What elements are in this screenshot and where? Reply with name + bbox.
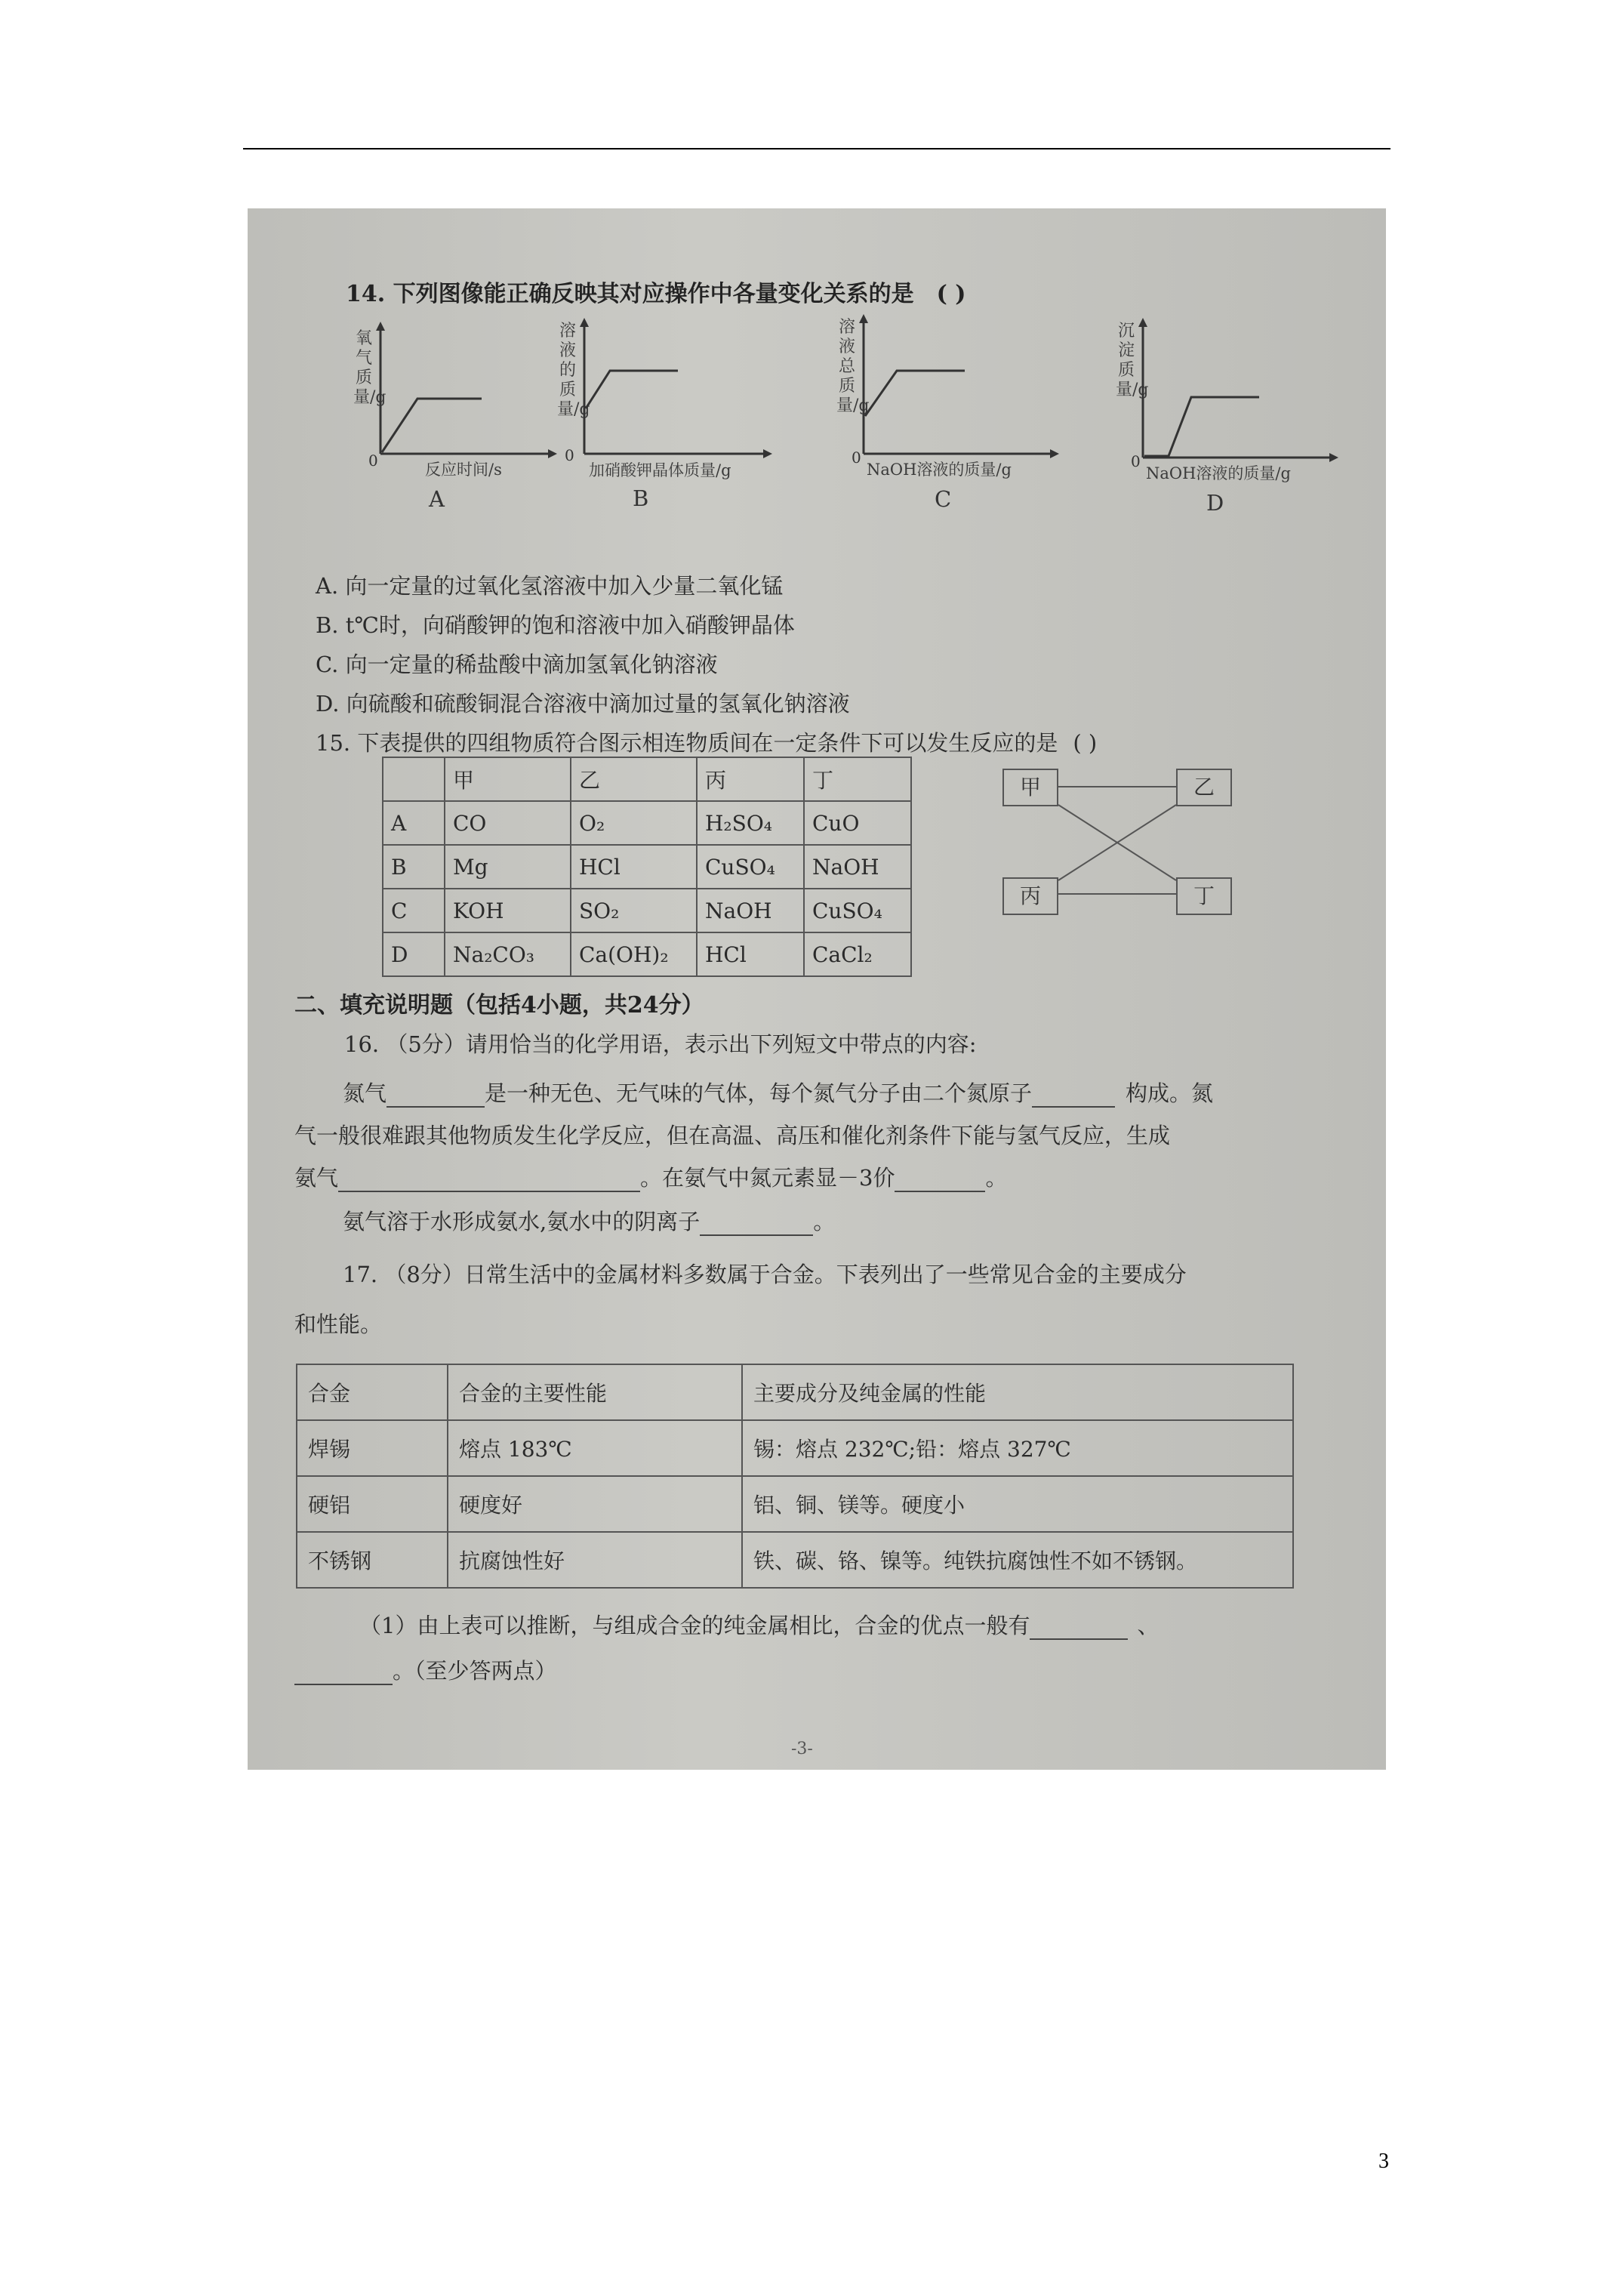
graph-origin: 0 — [1131, 452, 1141, 470]
q15-relation-diagram — [1002, 767, 1229, 918]
table-header-cell: 丁 — [804, 757, 911, 801]
header-rule — [243, 148, 1390, 149]
graph-ylabel: 溶液总质量/g — [836, 318, 870, 415]
answer-blank[interactable] — [294, 1661, 393, 1685]
answer-blank[interactable] — [338, 1168, 640, 1192]
table-cell: NaOH — [804, 845, 911, 889]
table-cell: CuSO₄ — [804, 889, 911, 932]
table-cell: Na₂CO₃ — [445, 932, 571, 976]
graph-letter: A — [429, 486, 445, 512]
table-row — [383, 932, 911, 976]
table-cell: 锡：熔点 232℃;铅：熔点 327℃ — [742, 1420, 1293, 1476]
table-header-cell: 合金的主要性能 — [448, 1364, 742, 1420]
table-header-cell: 主要成分及纯金属的性能 — [742, 1364, 1293, 1420]
table-cell: NaOH — [697, 889, 804, 932]
table-cell: 焊锡 — [297, 1420, 448, 1476]
graph-ylabel: 沉淀质量/g — [1116, 322, 1149, 399]
q17-sub1-line-1: （1）由上表可以推断，与组成合金的纯金属相比，合金的优点一般有 、 — [359, 1613, 1160, 1638]
diagram-box-bing: 丙 — [1002, 877, 1058, 915]
table-cell: Ca(OH)₂ — [571, 932, 697, 976]
q16-line-4: 氨气溶于水形成氨水,氨水中的阴离子 。 — [343, 1209, 836, 1234]
graph-b — [557, 318, 761, 511]
graph-b-axes — [557, 318, 776, 476]
answer-blank[interactable] — [895, 1168, 985, 1192]
q16-line-3: 氨气 。在氨气中氮元素显－3价 。 — [294, 1165, 1008, 1191]
answer-blank[interactable] — [1032, 1083, 1115, 1108]
table-header-row — [383, 757, 911, 801]
graph-xlabel: NaOH溶液的质量/g — [1146, 464, 1291, 482]
graph-letter: B — [633, 485, 649, 511]
q17-stem-line-2: 和性能。 — [294, 1311, 383, 1337]
table-cell: O₂ — [571, 801, 697, 845]
diagram-box-jia: 甲 — [1002, 769, 1058, 806]
answer-blank[interactable] — [1030, 1616, 1128, 1640]
section-2-title: 二、填充说明题（包括4小题，共24分） — [294, 992, 704, 1019]
q16-stem: 16. （5分）请用恰当的化学用语，表示出下列短文中带点的内容: — [344, 1031, 977, 1057]
scanned-exam-photo — [248, 208, 1386, 1770]
q14-option-d: D. 向硫酸和硫酸铜混合溶液中滴加过量的氢氧化钠溶液 — [316, 691, 850, 717]
table-cell: 抗腐蚀性好 — [448, 1532, 742, 1588]
table-cell: CaCl₂ — [804, 932, 911, 976]
table-cell: 熔点 183℃ — [448, 1420, 742, 1476]
graph-origin: 0 — [565, 446, 574, 464]
graph-letter: D — [1206, 490, 1224, 516]
table-header-cell: 丙 — [697, 757, 804, 801]
q14-option-c: C. 向一定量的稀盐酸中滴加氢氧化钠溶液 — [316, 652, 718, 677]
table-cell: D — [383, 932, 445, 976]
q14-option-b: B. t℃时，向硝酸钾的饱和溶液中加入硝酸钾晶体 — [316, 612, 795, 638]
graph-a — [353, 322, 557, 512]
table-cell: C — [383, 889, 445, 932]
q15-table — [382, 757, 912, 977]
q14-option-a: A. 向一定量的过氧化氢溶液中加入少量二氧化锰 — [316, 573, 784, 599]
table-cell: HCl — [571, 845, 697, 889]
q16-line-2: 气一般很难跟其他物质发生化学反应，但在高温、高压和催化剂条件下能与氢气反应，生成 — [294, 1123, 1171, 1148]
table-cell: CuSO₄ — [697, 845, 804, 889]
table-row — [383, 801, 911, 845]
table-cell: KOH — [445, 889, 571, 932]
graph-origin: 0 — [852, 448, 861, 467]
q15-stem: 15. 下表提供的四组物质符合图示相连物质间在一定条件下可以发生反应的是 ( ) — [316, 730, 1098, 756]
table-cell: 硬度好 — [448, 1476, 742, 1532]
graph-ylabel: 溶液的质量/g — [557, 322, 590, 419]
answer-blank[interactable] — [387, 1083, 485, 1108]
table-cell: Mg — [445, 845, 571, 889]
table-header-cell — [383, 757, 445, 801]
table-cell: CO — [445, 801, 571, 845]
diagram-box-yi: 乙 — [1176, 769, 1232, 806]
page-number: 3 — [1378, 2150, 1389, 2173]
table-row — [297, 1476, 1293, 1532]
graph-a-axes — [353, 322, 557, 473]
q16-line-1: 氮气 是一种无色、无气味的气体，每个氮气分子由二个氮原子 构成。氮 — [343, 1080, 1214, 1106]
photo-page-number: -3- — [791, 1740, 813, 1758]
table-cell: HCl — [697, 932, 804, 976]
answer-blank[interactable] — [700, 1212, 813, 1236]
table-header-cell: 合金 — [297, 1364, 448, 1420]
table-cell: SO₂ — [571, 889, 697, 932]
graph-xlabel: NaOH溶液的质量/g — [867, 461, 1012, 479]
table-cell: 不锈钢 — [297, 1532, 448, 1588]
q17-sub1-line-2: 。（至少答两点） — [294, 1654, 557, 1685]
graph-xlabel: 反应时间/s — [425, 461, 502, 479]
table-cell: CuO — [804, 801, 911, 845]
q17-stem-line-1: 17. （8分）日常生活中的金属材料多数属于合金。下表列出了一些常见合金的主要成分 — [343, 1262, 1187, 1287]
table-header-row — [297, 1364, 1293, 1420]
table-cell: 硬铝 — [297, 1476, 448, 1532]
graph-xlabel: 加硝酸钾晶体质量/g — [589, 461, 731, 479]
graph-origin: 0 — [368, 451, 378, 470]
table-row — [383, 845, 911, 889]
graph-ylabel: 氧气质量/g — [353, 329, 387, 407]
table-cell: B — [383, 845, 445, 889]
table-cell: A — [383, 801, 445, 845]
table-row — [297, 1532, 1293, 1588]
graph-letter: C — [935, 486, 952, 512]
graph-d-axes — [1116, 318, 1342, 476]
graph-d — [1116, 318, 1320, 516]
table-cell: 铝、铜、镁等。硬度小 — [742, 1476, 1293, 1532]
table-row — [297, 1420, 1293, 1476]
table-cell: 铁、碳、铬、镍等。纯铁抗腐蚀性不如不锈钢。 — [742, 1532, 1293, 1588]
table-header-cell: 甲 — [445, 757, 571, 801]
q14-stem: 14. 下列图像能正确反映其对应操作中各量变化关系的是 ( ) — [346, 281, 966, 307]
graph-c — [836, 314, 1040, 512]
table-cell: H₂SO₄ — [697, 801, 804, 845]
graph-c-axes — [836, 314, 1063, 473]
q17-table — [296, 1364, 1294, 1589]
table-row — [383, 889, 911, 932]
diagram-box-ding: 丁 — [1176, 877, 1232, 915]
table-header-cell: 乙 — [571, 757, 697, 801]
